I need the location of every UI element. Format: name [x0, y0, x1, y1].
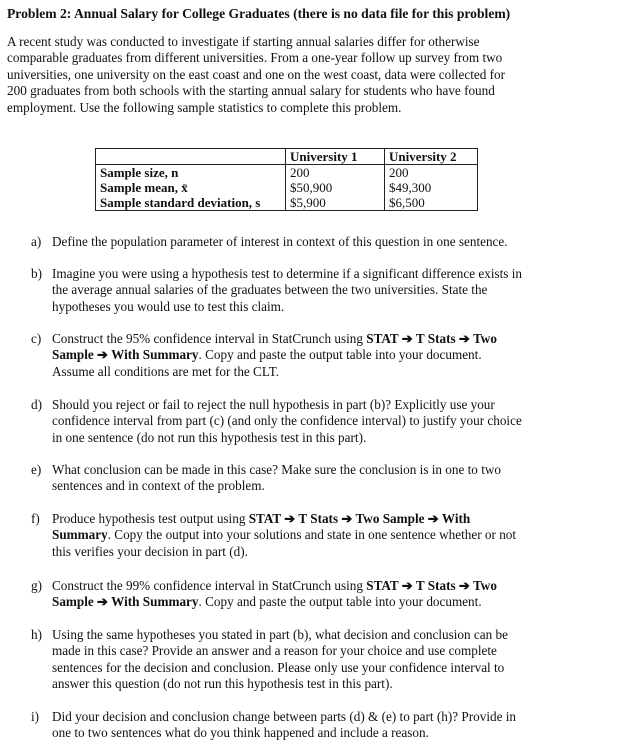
question-letter: e)	[31, 462, 42, 477]
row-label-sample-sd: Sample standard deviation, s	[96, 195, 286, 211]
question-text: . Copy the output into your solutions and state in one sentence whether or not	[107, 527, 517, 543]
question-line	[52, 527, 592, 543]
question-letter: b)	[31, 266, 42, 281]
sample-statistics-table	[95, 148, 478, 211]
question-letter: c)	[31, 331, 42, 346]
question-line: this verifies your decision in part (d).	[52, 543, 248, 559]
question-line	[52, 331, 592, 347]
question-line	[52, 347, 592, 363]
table-header-row	[96, 149, 478, 165]
question-line: Imagine you were using a hypothesis test to determine if a significant difference exists in	[52, 266, 522, 281]
question-line: made in this case? Provide an answer and a reason for your choice and use complete	[52, 643, 497, 659]
row-label-sample-size: Sample size, n	[96, 165, 286, 181]
cell-u1-sample-size: 200	[286, 165, 385, 181]
menu-path-text: STAT ➔ T Stats ➔ Two	[366, 331, 497, 346]
menu-path-text: STAT ➔ T Stats ➔ Two	[366, 578, 497, 593]
row-label-sample-mean: Sample mean, x̄	[96, 180, 286, 195]
question-line: the average annual salaries of the graduates between the two universities. State the	[52, 282, 488, 298]
question-letter: i)	[31, 709, 40, 724]
question-letter: d)	[31, 397, 42, 412]
question-line: Define the population parameter of interest in context of this question in one sentence.	[52, 234, 508, 249]
question-line: sentences and in context of the problem.	[52, 478, 265, 494]
question-line	[52, 511, 592, 527]
cell-u1-sample-sd: $5,900	[286, 195, 385, 211]
table-row	[96, 180, 478, 195]
question-text: Construct the 99% confidence interval in StatCrunch using	[52, 578, 367, 593]
header-university-2: University 2	[385, 149, 478, 165]
question-letter: a)	[31, 234, 42, 249]
question-line: in one sentence (do not run this hypothesis test in this part).	[52, 429, 367, 445]
question-text: Produce hypothesis test output using	[52, 511, 249, 526]
intro-line: comparable graduates from different universities. From a one-year follow up survey from two	[7, 50, 503, 66]
question-text: . Copy and paste the output table into your document.	[198, 347, 482, 363]
question-text: . Copy and paste the output table into your document.	[198, 594, 482, 610]
question-line: confidence interval from part (c) (and only the confidence interval) to justify your choice	[52, 413, 522, 429]
question-letter: g)	[31, 578, 42, 593]
intro-paragraph	[7, 34, 567, 116]
table-corner-cell	[96, 149, 286, 165]
intro-line: 200 graduates from both schools with the starting annual salary for students who have found	[7, 83, 495, 99]
intro-line: universities, one university on the east coast and one on the west coast, data were collected for	[7, 66, 506, 82]
table-row	[96, 195, 478, 211]
menu-path-text: Sample ➔ With Summary	[52, 347, 199, 363]
question-line: Assume all conditions are met for the CLT.	[52, 363, 280, 379]
question-line	[52, 578, 592, 594]
question-line: Did your decision and conclusion change between parts (d) & (e) to part (h)? Provide in	[52, 709, 516, 724]
question-line: Using the same hypotheses you stated in part (b), what decision and conclusion can be	[52, 627, 508, 642]
question-line: Should you reject or fail to reject the null hypothesis in part (b)? Explicitly use your	[52, 397, 495, 412]
question-line	[52, 594, 592, 610]
problem-title: Problem 2: Annual Salary for College Graduates (there is no data file for this problem)	[7, 6, 511, 21]
question-line: What conclusion can be made in this case? Make sure the conclusion is in one to two	[52, 462, 501, 477]
intro-line: employment. Use the following sample statistics to complete this problem.	[7, 99, 402, 115]
question-line: sentences for the decision and conclusion. Please only use your confidence interval to	[52, 659, 505, 675]
cell-u1-sample-mean: $50,900	[286, 180, 385, 195]
intro-line: A recent study was conducted to investigate if starting annual salaries differ for otherwise	[7, 34, 480, 49]
question-line: one to two sentences what do you think happened and include a reason.	[52, 725, 429, 741]
menu-path-text: Sample ➔ With Summary	[52, 594, 199, 610]
menu-path-text: STAT ➔ T Stats ➔ Two Sample ➔ With	[248, 511, 471, 526]
question-letter: h)	[31, 627, 42, 642]
cell-u2-sample-sd: $6,500	[385, 195, 478, 211]
cell-u2-sample-mean: $49,300	[385, 180, 478, 195]
menu-path-text: Summary	[52, 527, 108, 543]
question-letter: f)	[31, 511, 40, 526]
table-row	[96, 165, 478, 181]
question-text: Construct the 95% confidence interval in StatCrunch using	[52, 331, 367, 346]
cell-u2-sample-size: 200	[385, 165, 478, 181]
header-university-1: University 1	[286, 149, 385, 165]
question-line: hypotheses you would use to test this claim.	[52, 298, 285, 314]
question-line: answer this question (do not run this hypothesis test in this part).	[52, 676, 393, 692]
